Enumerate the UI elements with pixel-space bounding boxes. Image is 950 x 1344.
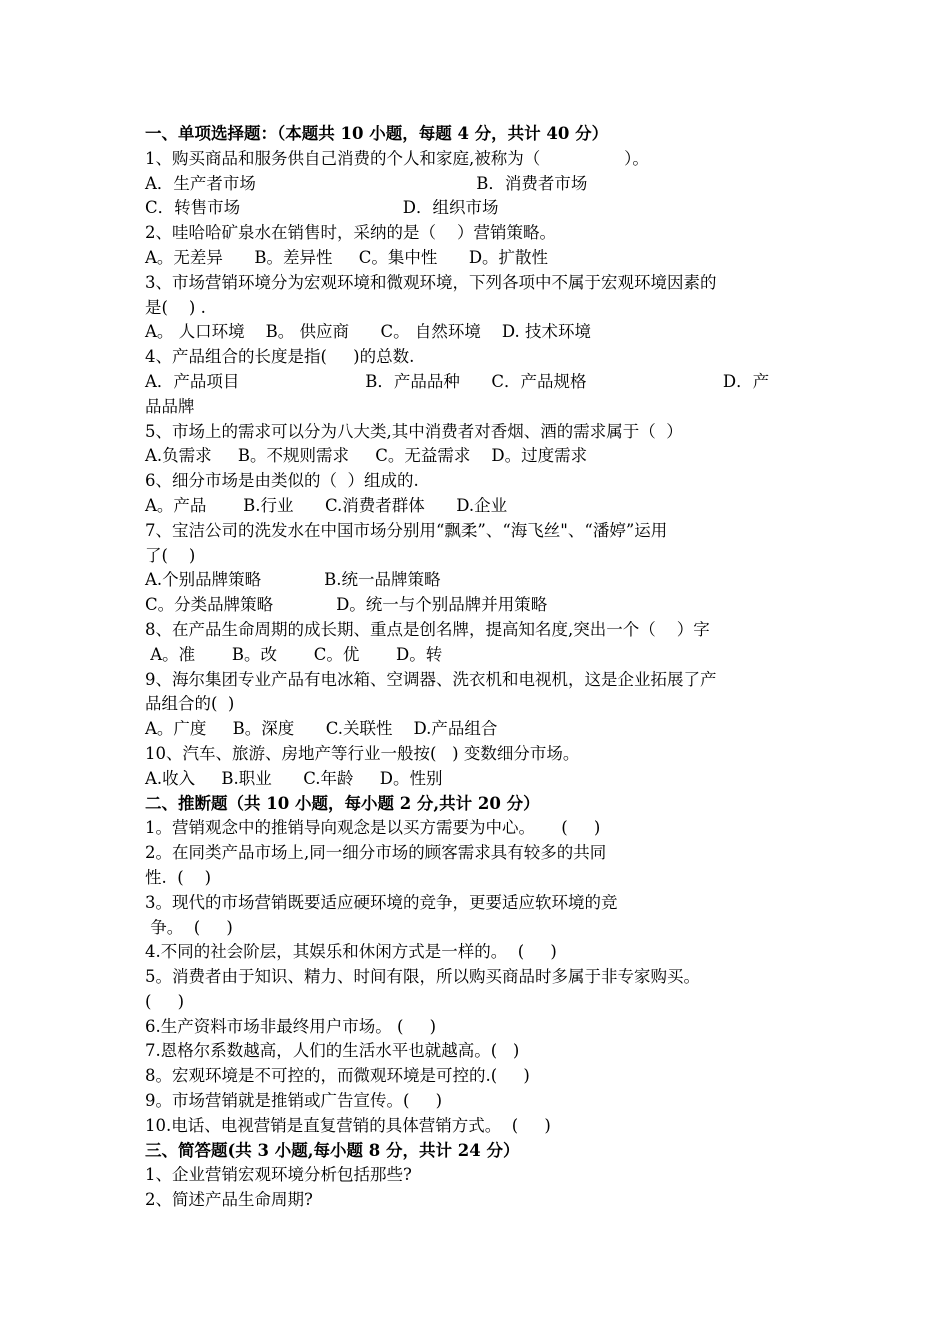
question-line: 2、简述产品生命周期?: [145, 1190, 313, 1210]
question-line: 8、在产品生命周期的成长期、重点是创名牌，提高知名度,突出一个（ ）字: [145, 619, 710, 639]
statement-line: 7.恩格尔系数越高，人们的生活水平也就越高。( ): [145, 1041, 520, 1061]
statement-line: 10.电话、电视营销是直复营销的具体营销方式。 ( ): [145, 1115, 551, 1135]
question-line: 4、产品组合的长度是指( )的总数.: [145, 347, 415, 367]
statement-line-continued: 性. ( ): [145, 867, 212, 887]
question-line: 1、企业营销宏观环境分析包括那些?: [145, 1165, 412, 1185]
option-line: A。产品 B.行业 C.消费者群体 D.企业: [145, 495, 508, 515]
question-line: 5、市场上的需求可以分为八大类,其中消费者对香烟、酒的需求属于（ ）: [145, 421, 683, 441]
option-line: C．转售市场 D．组织市场: [145, 198, 499, 218]
statement-line: 1。营销观念中的推销导向观念是以买方需要为中心。 ( ): [145, 818, 601, 838]
option-line-continued: 品品牌: [145, 396, 195, 416]
question-line-continued: 了( ): [145, 545, 196, 565]
question-line: 3、市场营销环境分为宏观环境和微观环境，下列各项中不属于宏观环境因素的: [145, 272, 717, 292]
option-line: A.收入 B.职业 C.年龄 D。性别: [145, 768, 443, 788]
section-single-choice: [145, 122, 810, 792]
section-heading: 一、单项选择题：（本题共 10 小题，每题 4 分，共计 40 分）: [145, 124, 609, 143]
question-line: 1、购买商品和服务供自己消费的个人和家庭,被称为（ ）。: [145, 148, 649, 168]
question-line: 2、哇哈哈矿泉水在销售时，采纳的是（ ）营销策略。: [145, 223, 556, 243]
statement-line: 3。现代的市场营销既要适应硬环境的竞争，更要适应软环境的竞: [145, 892, 618, 912]
question-line-continued: 是( ) .: [145, 297, 206, 317]
section-heading: 二、推断题（共 10 小题，每小题 2 分,共计 20 分）: [145, 793, 540, 813]
question-line: 7、宝洁公司的洗发水在中国市场分别用“飘柔”、“海飞丝"、“潘婷”运用: [145, 520, 668, 540]
question-line: 6、细分市场是由类似的（ ）组成的.: [145, 471, 419, 491]
statement-line: 9。市场营销就是推销或广告宣传。( ): [145, 1091, 443, 1111]
option-line: A．产品项目 B．产品品种 C．产品规格 D．产: [145, 371, 770, 391]
statement-line: 2。在同类产品市场上,同一细分市场的顾客需求具有较多的共同: [145, 843, 607, 863]
statement-line: 4.不同的社会阶层，其娱乐和休闲方式是一样的。 ( ): [145, 942, 557, 962]
section-true-false: [145, 792, 810, 1139]
exam-page: [145, 122, 810, 1213]
statement-line: 8。宏观环境是不可控的，而微观环境是可控的.( ): [145, 1066, 530, 1086]
section-heading: 三、简答题(共 3 小题,每小题 8 分，共计 24 分）: [145, 1140, 520, 1160]
statement-line-continued: ( ): [145, 991, 185, 1011]
question-line: 10、汽车、旅游、房地产等行业一般按( ) 变数细分市场。: [145, 743, 580, 763]
question-line-continued: 品组合的( ): [145, 694, 235, 714]
question-line: 9、海尔集团专业产品有电冰箱、空调器、洗衣机和电视机，这是企业拓展了产: [145, 669, 717, 689]
statement-line-continued: 争。 ( ): [145, 917, 233, 937]
section-short-answer: [145, 1139, 810, 1213]
option-line: A。准 B。改 C。优 D。转: [145, 644, 443, 664]
option-line: A.负需求 B。不规则需求 C。无益需求 D。过度需求: [145, 446, 588, 466]
option-line: C。分类品牌策略 D。统一与个别品牌并用策略: [145, 595, 548, 615]
option-line: A。广度 B。深度 C.关联性 D.产品组合: [145, 719, 498, 739]
option-line: A。 人口环境 B。 供应商 C。 自然环境 D. 技术环境: [145, 322, 591, 342]
statement-line: 6.生产资料市场非最终用户市场。 ( ): [145, 1016, 437, 1036]
option-line: A。无差异 B。差异性 C。集中性 D。扩散性: [145, 247, 549, 267]
option-line: A．生产者市场 B．消费者市场: [145, 173, 588, 193]
option-line: A.个别品牌策略 B.统一品牌策略: [145, 570, 441, 590]
statement-line: 5。消费者由于知识、精力、时间有限，所以购买商品时多属于非专家购买。: [145, 967, 700, 987]
